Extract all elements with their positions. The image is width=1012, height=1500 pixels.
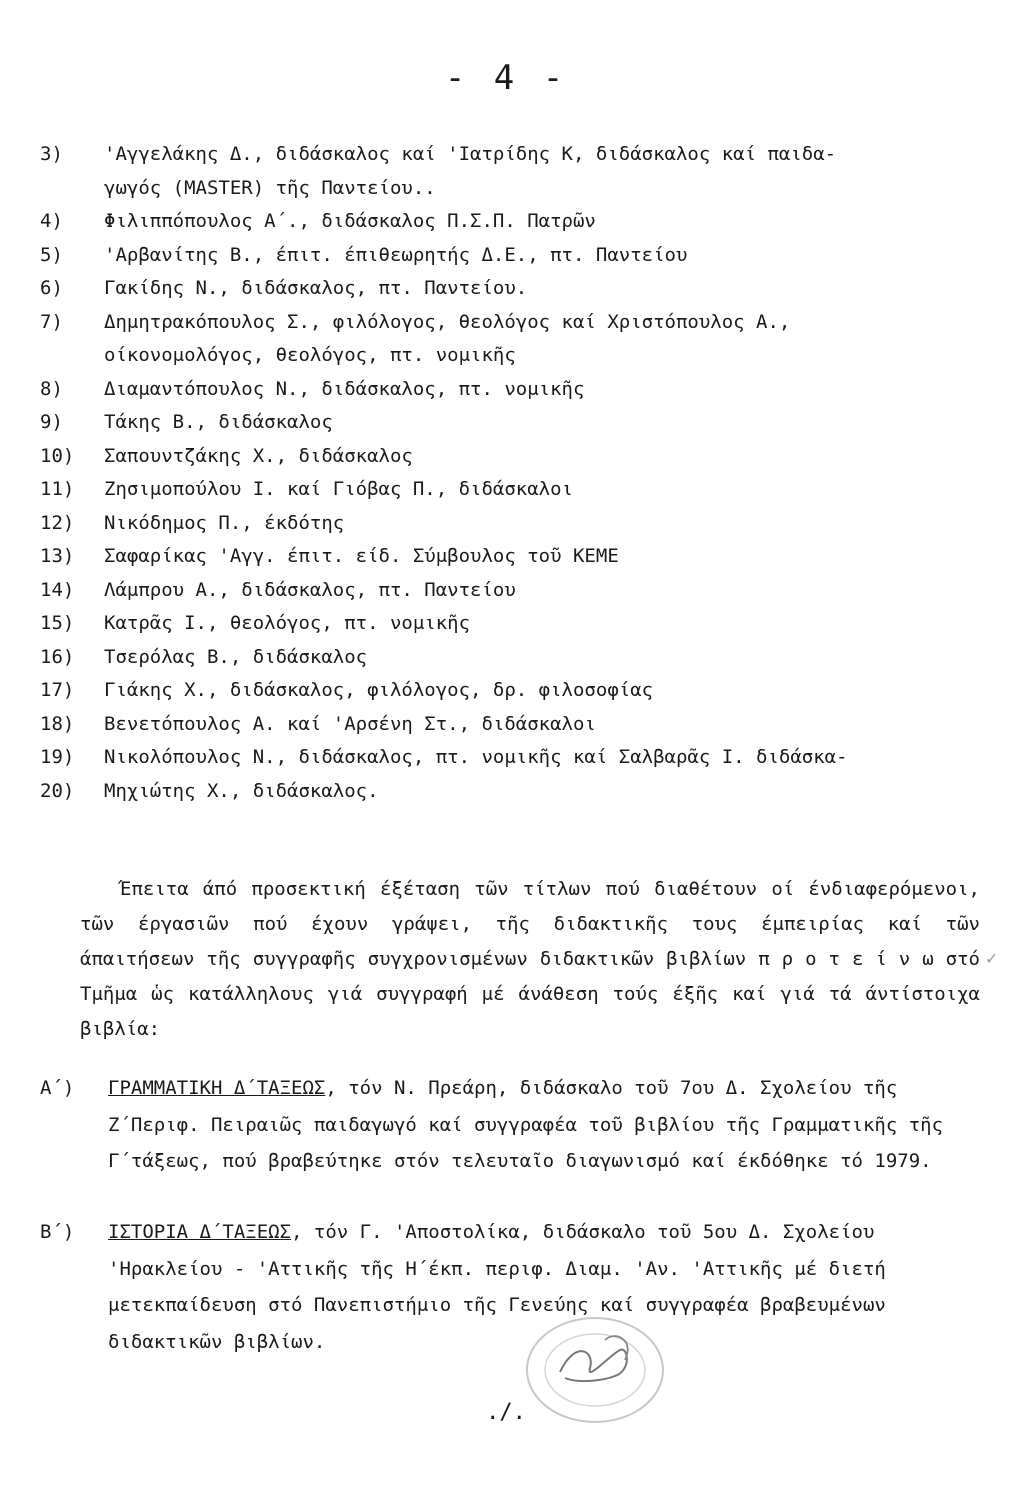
proposal-text: , τόν Ν. Πρεάρη, διδάσκαλο τοῦ 7ου Δ. Σχολείου τῆς Ζ΄Περιφ. Πειραιῶς παιδαγωγό καί συγγραφέα τοῦ βιβλίου τῆς Γραμματικῆς τῆς Γ΄τάξεως, πού βραβεύτηκε στόν τελευταῖο διαγωνισμό καί έκδόθηκε τό 1979.	[108, 1077, 944, 1172]
list-item	[40, 138, 990, 172]
item-text: Τσερόλας Β., διδάσκαλος	[104, 645, 368, 668]
item-text-continuation: οίκονομολόγος, θεολόγος, πτ. νομικῆς	[104, 344, 516, 366]
list-item	[40, 641, 990, 675]
committee-member-list	[40, 138, 990, 808]
list-item	[40, 741, 990, 775]
item-text: 'Αρβανίτης Β., έπιτ. έπιθεωρητής Δ.Ε., πτ. Παντείου	[104, 243, 688, 266]
item-number: 17)	[40, 679, 75, 701]
item-number: 14)	[40, 578, 75, 601]
item-number: 9)	[40, 411, 63, 433]
item-text: 'Αγγελάκης Δ., διδάσκαλος καί 'Ιατρίδης Κ, διδάσκαλος καί παιδα-	[104, 143, 837, 165]
item-number: 4)	[40, 210, 63, 232]
item-text: Σαφαρίκας 'Αγγ. έπιτ. είδ. Σύμβουλος τοῦ ΚΕΜΕ	[104, 545, 619, 567]
item-text: Βενετόπουλος Α. καί 'Αρσένη Στ., διδάσκαλοι	[104, 712, 596, 735]
list-item-continuation	[40, 172, 990, 206]
intro-paragraph: Έπειτα άπό προσεκτική έξέταση τῶν τίτλων πού διαθέτουν οί ένδιαφερόμενοι, τῶν έργασιῶν πού έχουν γράψει, τῆς διδακτικῆς τους έμπειρίας καί τῶν άπαιτήσεων τῆς συγγραφῆς συγχρονισμένων διδακτικῶν βιβλίων π ρ ο τ ε ί ν ω στό Τμῆμα ὡς κατάλληλους γιά συγγραφή μέ άνάθεση τούς έξῆς καί γιά τά άντίστοιχα βιβλία:	[80, 878, 980, 1040]
item-number: 15)	[40, 612, 75, 634]
list-item	[40, 473, 990, 507]
item-text: Δημητρακόπουλος Σ., φιλόλογος, θεολόγος καί Χριστόπουλος Α.,	[104, 310, 791, 333]
proposal-title: ΓΡΑΜΜΑΤΙΚΗ Δ΄ΤΑΞΕΩΣ	[108, 1077, 326, 1099]
item-number: 12)	[40, 511, 75, 534]
list-item	[40, 574, 990, 608]
proposal-mark: Β΄)	[40, 1221, 75, 1243]
item-number: 5)	[40, 243, 63, 266]
item-text: Ζησιμοπούλου Ι. καί Γιόβας Π., διδάσκαλοι	[104, 478, 573, 500]
page-number: - 4 -	[444, 58, 568, 98]
item-text: Νικόδημος Π., έκδότης	[104, 511, 345, 534]
list-item	[40, 406, 990, 440]
list-item	[40, 708, 990, 742]
list-item	[40, 775, 990, 809]
list-item	[40, 239, 990, 273]
item-text: Γακίδης Ν., διδάσκαλος, πτ. Παντείου.	[104, 277, 528, 299]
list-item	[40, 540, 990, 574]
item-number: 20)	[40, 779, 75, 802]
item-number: 6)	[40, 277, 63, 299]
list-item	[40, 507, 990, 541]
proposal-mark: Α΄)	[40, 1077, 75, 1099]
list-item-continuation	[40, 339, 990, 373]
item-text: Φιλιππόπουλος Α΄., διδάσκαλος Π.Σ.Π. Πατρῶν	[104, 210, 596, 232]
item-text: Σαπουντζάκης Χ., διδάσκαλος	[104, 444, 413, 467]
item-text: Μηχιώτης Χ., διδάσκαλος.	[104, 779, 379, 802]
proposal-title: ΙΣΤΟΡΙΑ Δ΄ΤΑΞΕΩΣ	[108, 1221, 292, 1243]
item-number: 13)	[40, 545, 75, 567]
check-mark-icon: ✓	[986, 948, 997, 969]
proposal-item	[40, 1070, 975, 1180]
continuation-mark: ./.	[486, 1400, 526, 1425]
item-text: Λάμπρου Α., διδάσκαλος, πτ. Παντείου	[104, 578, 516, 601]
item-number: 16)	[40, 645, 75, 668]
item-text: Κατρᾶς Ι., θεολόγος, πτ. νομικῆς	[104, 612, 471, 634]
list-item	[40, 674, 990, 708]
item-text: Γιάκης Χ., διδάσκαλος, φιλόλογος, δρ. φιλοσοφίας	[104, 679, 654, 701]
item-number: 19)	[40, 746, 75, 768]
list-item	[40, 306, 990, 340]
item-text: Τάκης Β., διδάσκαλος	[104, 411, 333, 433]
item-number: 8)	[40, 377, 63, 400]
item-text: Νικολόπουλος Ν., διδάσκαλος, πτ. νομικῆς καί Σαλβαρᾶς Ι. διδάσκα-	[104, 746, 848, 768]
item-number: 18)	[40, 712, 75, 735]
proposal-item	[40, 1214, 975, 1360]
list-item	[40, 272, 990, 306]
list-item	[40, 440, 990, 474]
item-text-continuation: γωγός (MASTER) τῆς Παντείου..	[104, 176, 436, 199]
item-number: 3)	[40, 143, 63, 165]
item-number: 10)	[40, 444, 75, 467]
list-item	[40, 205, 990, 239]
list-item	[40, 373, 990, 407]
item-number: 11)	[40, 478, 75, 500]
item-text: Διαμαντόπουλος Ν., διδάσκαλος, πτ. νομικῆς	[104, 377, 585, 400]
proposal-text: , τόν Γ. 'Αποστολίκα, διδάσκαλο τοῦ 5ου Δ. Σχολείου 'Ηρακλείου - 'Αττικῆς τῆς Η΄έκπ. περιφ. Διαμ. 'Αν. 'Αττικῆς μέ διετή μετεκπαίδευση στό Πανεπιστήμιο τῆς Γενεύης καί συγγραφέα βραβευμένων διδακτικῶν βιβλίων.	[108, 1221, 886, 1353]
item-number: 7)	[40, 310, 63, 333]
list-item	[40, 607, 990, 641]
